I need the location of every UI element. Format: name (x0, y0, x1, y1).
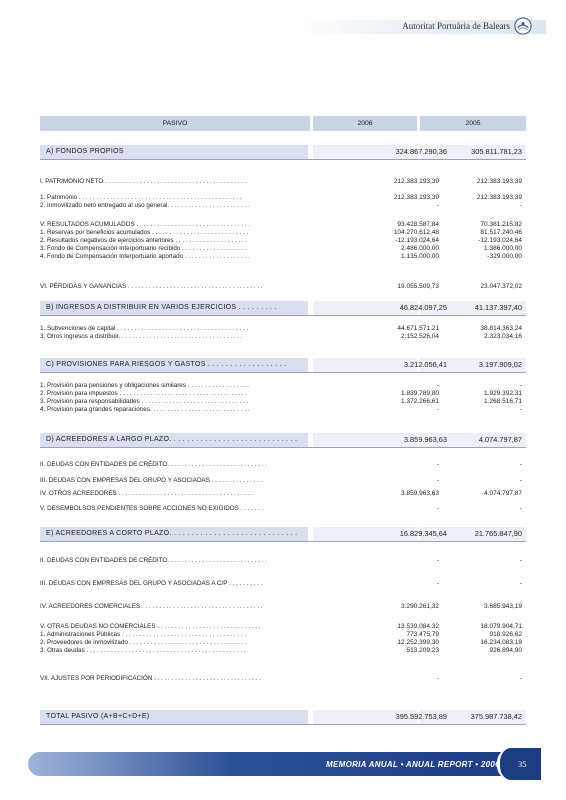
row-value-2005: 38.814.363,24 (480, 325, 522, 332)
section-title: A) FONDOS PROPIOS (46, 148, 124, 155)
row-value-2006: 1.135.000,00 (401, 253, 439, 260)
row-value-2005: - (519, 580, 522, 587)
row-value-2006: - (436, 557, 439, 564)
section-value-2006: 3.859.963,63 (403, 435, 447, 444)
table-row (40, 505, 526, 513)
row-label: II. DEUDAS CON ENTIDADES DE CRÉDITO. . . . . . . . . . . . . . . . . . . . . . . . . . . . . (40, 557, 267, 564)
row-value-2005: - (519, 461, 522, 468)
row-value-2006: - (436, 382, 439, 389)
row-value-2006: - (436, 202, 439, 209)
row-value-2006: 13.539.084,32 (397, 623, 439, 630)
table-row (40, 557, 526, 565)
row-value-2006: 1.839.789,80 (401, 390, 439, 397)
section-title: C) PROVISIONES PARA RIESGOS Y GASTOS . . . . . . . . . . . . . . . . . . (46, 361, 287, 368)
table-row (40, 237, 526, 245)
table-header (40, 116, 526, 131)
row-label: 3. Otros ingresos a distribuir. . . . . . . . . . . . . . . . . . . . . . . . . . . . . . . . . . . . (40, 333, 243, 340)
table-row (40, 178, 526, 186)
row-label: 4. Provisión para grandes reparaciones. . . . . . . . . . . . . . . . . . . . . . . . . . . . . (40, 406, 250, 413)
row-label: 1. Patrimonio . . . . . . . . . . . . . . . . . . . . . . . . . . . . . . . . . . . . . . . . . . . . . . . (40, 194, 242, 201)
row-label: 1. Reservas por beneficios acumulados . . . . . . . . . . . . . . . . . . . . . . . . . . . . (40, 229, 249, 236)
column-header-2006: 2006 (313, 116, 417, 131)
row-label: III. DEUDAS CON EMPRESAS DEL GRUPO Y ASOCIADAS A C/P . . . . . . . . . . (40, 580, 263, 587)
row-value-2005: 18.079.904,71 (480, 623, 522, 630)
table-row (40, 461, 526, 469)
row-label: 2. Proveedores de inmovilizado . . . . . . . . . . . . . . . . . . . . . . . . . . . . . . . . . . (40, 639, 247, 646)
section-value-2006: 395.592.753,89 (395, 712, 447, 721)
section-value-2006: 324.867.290,36 (395, 147, 447, 156)
header-title: Autoritat Portuària de Balears (402, 21, 510, 31)
section-title: TOTAL PASIVO (A+B+C+D+E) (46, 713, 150, 720)
section-row (40, 527, 526, 541)
row-value-2006: - (436, 406, 439, 413)
column-header-pasivo: PASIVO (40, 116, 310, 131)
row-label: 1. Subvenciones de capital . . . . . . . . . . . . . . . . . . . . . . . . . . . . . . . . . . . . . . (40, 325, 249, 332)
section-divider (40, 541, 526, 542)
row-value-2005: 926.894,90 (489, 647, 522, 654)
section-title: B) INGRESOS A DISTRIBUIR EN VARIOS EJERCICIOS . . . . . . . . . (46, 304, 277, 311)
row-label: 3. Otras deudas . . . . . . . . . . . . . . . . . . . . . . . . . . . . . . . . . . . . . . . . . . . . . . (40, 647, 246, 654)
row-label: 2. Provisión para impuestos . . . . . . . . . . . . . . . . . . . . . . . . . . . . . . . . . . . . . (40, 390, 248, 397)
section-row (40, 433, 526, 447)
row-value-2005: 23.047.372,02 (480, 283, 522, 290)
row-value-2006: 2.486.000,00 (401, 245, 439, 252)
row-label: I. PATRIMONIO NETO . . . . . . . . . . . . . . . . . . . . . . . . . . . . . . . . . . . . . . . . . (40, 178, 247, 185)
row-value-2006: 212.383.193,39 (393, 194, 439, 201)
total-row (40, 710, 526, 724)
table-row (40, 253, 526, 261)
row-value-2006: - (436, 675, 439, 682)
footer-text: MEMORIA ANUAL • ANUAL REPORT • 2006 (326, 760, 500, 769)
table-row (40, 580, 526, 588)
section-value-2005: 21.765.847,90 (474, 529, 522, 538)
section-title: D) ACREEDORES A LARGO PLAZO. . . . . . . . . . . . . . . . . . . . . . . . . . . . . (46, 436, 298, 443)
row-label: VI. PÉRDIDAS Y GANANCIAS . . . . . . . . . . . . . . . . . . . . . . . . . . . . . . . . . . . . . . . (40, 283, 263, 290)
row-value-2006: 44.671.571,21 (397, 325, 439, 332)
row-value-2006: 2.152.526,04 (401, 333, 439, 340)
row-value-2005: 16.234.083,19 (480, 639, 522, 646)
section-value-2005: 4.074.797,87 (478, 435, 522, 444)
row-value-2005: -329.000,00 (487, 253, 522, 260)
row-value-2006: - (436, 461, 439, 468)
row-value-2005: - (519, 382, 522, 389)
row-value-2005: - (519, 477, 522, 484)
table-row (40, 194, 526, 202)
table-row (40, 398, 526, 406)
table-row (40, 623, 526, 631)
section-row (40, 145, 526, 159)
row-value-2006: 3.290.261,32 (401, 603, 439, 610)
section-value-2006: 3.212.056,41 (403, 360, 447, 369)
row-value-2005: 1.268.516,71 (484, 398, 522, 405)
row-value-2005: - (519, 557, 522, 564)
row-value-2005: 212.383.193,39 (476, 178, 522, 185)
row-value-2006: 212.383.193,39 (393, 178, 439, 185)
row-label: VII. AJUSTES POR PERIODIFICACIÓN . . . . . . . . . . . . . . . . . . . . . . . . . . . . . . . (40, 675, 261, 682)
row-value-2006: 773.475,79 (406, 631, 439, 638)
table-row (40, 390, 526, 398)
table-row (40, 333, 526, 341)
table-row (40, 229, 526, 237)
row-value-2005: 2.323.034,16 (484, 333, 522, 340)
row-value-2005: 4.074.797,87 (484, 490, 522, 497)
section-divider (40, 159, 526, 160)
table-row (40, 325, 526, 333)
row-value-2006: 19.055.509,73 (397, 283, 439, 290)
row-label: IV. OTROS ACREEDORES . . . . . . . . . . . . . . . . . . . . . . . . . . . . . . . . . . . . . . . (40, 490, 254, 497)
section-divider (40, 315, 526, 316)
row-label: 1. Administraciones Públicas . . . . . . . . . . . . . . . . . . . . . . . . . . . . . . . . . . . . (40, 631, 247, 638)
table-row (40, 283, 526, 291)
row-value-2006: 513.209,23 (406, 647, 439, 654)
table-row (40, 221, 526, 229)
column-header-2005: 2005 (420, 116, 526, 131)
row-label: 3. Provisión para responsabilidades . . . . . . . . . . . . . . . . . . . . . . . . . . . . . . . (40, 398, 249, 405)
table-row (40, 675, 526, 683)
row-value-2006: 93.428.587,84 (397, 221, 439, 228)
row-value-2005: - (519, 675, 522, 682)
row-value-2005: 70.381.215,82 (480, 221, 522, 228)
section-divider (40, 724, 526, 725)
row-label: 1. Provisión para pensiones y obligaciones similares . . . . . . . . . . . . . . . . . . (40, 382, 249, 389)
row-value-2005: - (519, 505, 522, 512)
page-number: 35 (518, 759, 527, 769)
table-row (40, 631, 526, 639)
section-row (40, 301, 526, 315)
table-row (40, 647, 526, 655)
table-row (40, 490, 526, 498)
row-value-2005: 1.386.000,00 (484, 245, 522, 252)
row-value-2006: -12.193.024,64 (395, 237, 439, 244)
row-value-2006: - (436, 580, 439, 587)
row-value-2005: 212.383.193,39 (476, 194, 522, 201)
row-value-2006: 12.252.399,30 (397, 639, 439, 646)
row-label: III. DEUDAS CON EMPRESAS DEL GRUPO Y ASOCIADAS . . . . . . . . . . . . . . . (40, 477, 263, 484)
row-value-2005: 1.929.392,31 (484, 390, 522, 397)
section-value-2006: 16.829.345,64 (399, 529, 447, 538)
row-value-2006: 104.270.612,48 (393, 229, 439, 236)
row-label: 2. Resultados negativos de ejercicios anteriores . . . . . . . . . . . . . . . . . . . . . (40, 237, 248, 244)
row-label: V. OTRAS DEUDAS NO COMERCIALES . . . . . . . . . . . . . . . . . . . . . . . . . . . . . . (40, 623, 261, 630)
row-value-2006: - (436, 505, 439, 512)
section-value-2005: 375.987.738,42 (470, 712, 522, 721)
port-authority-logo (514, 17, 532, 35)
row-value-2006: - (436, 477, 439, 484)
section-title: E) ACREEDORES A CORTO PLAZO. . . . . . . . . . . . . . . . . . . . . . . . . . . . . (46, 530, 298, 537)
section-value-2005: 305.811.781,23 (471, 147, 522, 156)
row-value-2005: 918.926,62 (489, 631, 522, 638)
row-value-2005: 81.517.240,46 (480, 229, 522, 236)
table-row (40, 202, 526, 210)
row-label: V. DESEMBOLSOS PENDIENTES SOBRE ACCIONES NO EXIGIDOS . . . . . . . (40, 505, 264, 512)
table-row (40, 639, 526, 647)
row-label: 2. Inmovilizado neto entregado al uso general. . . . . . . . . . . . . . . . . . . . . . . . (40, 202, 250, 209)
table-row (40, 603, 526, 611)
row-value-2005: 3.685.943,19 (484, 603, 522, 610)
row-label: II. DEUDAS CON ENTIDADES DE CRÉDITO. . . . . . . . . . . . . . . . . . . . . . . . . . . . . (40, 461, 267, 468)
row-value-2005: -12.193.024,64 (478, 237, 522, 244)
table-row (40, 382, 526, 390)
row-value-2005: - (519, 406, 522, 413)
row-label: V. RESULTADOS ACUMULADOS . . . . . . . . . . . . . . . . . . . . . . . . . . . . . . . . . (40, 221, 251, 228)
table-row (40, 406, 526, 414)
row-label: 4. Fondo de Compensación Interportuario aportado . . . . . . . . . . . . . . . . . . . (40, 253, 250, 260)
section-value-2006: 46.824.097,25 (399, 303, 447, 312)
row-label: 3. Fondo de Compensación Interportuario recibido . . . . . . . . . . . . . . . . . . . (40, 245, 247, 252)
section-divider (40, 447, 526, 448)
section-row (40, 358, 526, 372)
row-value-2005: - (519, 202, 522, 209)
table-row (40, 245, 526, 253)
table-row (40, 477, 526, 485)
row-value-2006: 3.859.963,63 (401, 490, 439, 497)
section-value-2005: 41.137.397,40 (474, 303, 522, 312)
row-value-2006: 1.372.266,61 (401, 398, 439, 405)
section-value-2005: 3.197.909,02 (478, 360, 522, 369)
row-label: IV. ACREEDORES COMERCIALES . . . . . . . . . . . . . . . . . . . . . . . . . . . . . . . . . . . (40, 603, 263, 610)
section-divider (40, 372, 526, 373)
